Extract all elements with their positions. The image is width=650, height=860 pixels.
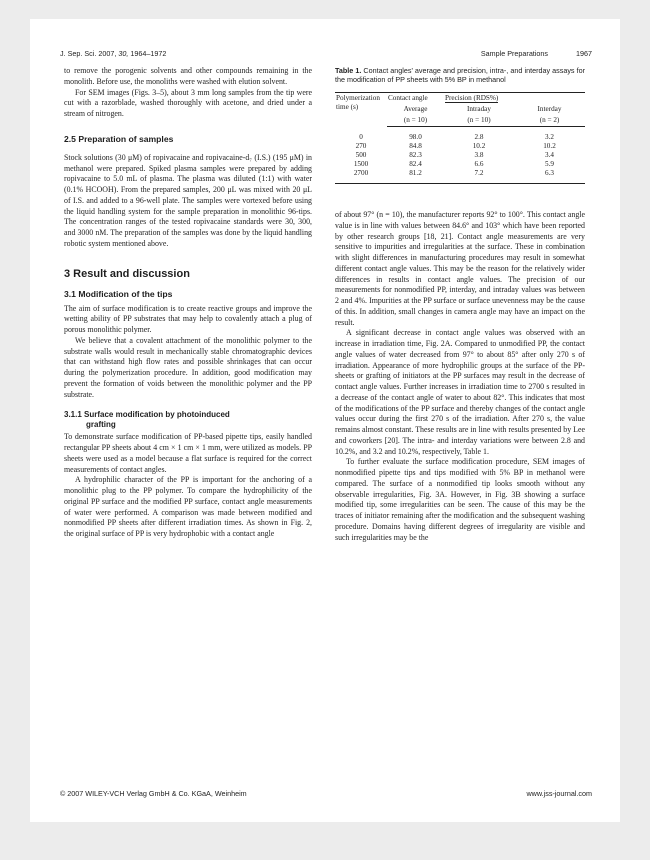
column-subheader: (n = 10) [444, 115, 514, 127]
section-name: Sample Preparations [480, 49, 548, 58]
table-cell: 2700 [335, 169, 387, 184]
table-row [335, 160, 585, 169]
journal-url[interactable]: www.jss-journal.com [526, 789, 592, 798]
column-header [444, 93, 585, 105]
table-cell: 5.9 [545, 160, 554, 168]
column-subheader: (n = 2) [514, 115, 585, 127]
table-cell: 7.2 [444, 169, 514, 184]
column-header: Interday [537, 105, 562, 113]
section-heading-2-5: 2.5 Preparation of samples [64, 133, 174, 144]
table-cell: 2.8 [474, 133, 484, 141]
table-cell: 1500 [353, 160, 369, 168]
table-row [335, 127, 585, 143]
table-cell: 6.6 [474, 160, 484, 168]
paragraph: A significant decrease in contact angle values was observed with an increase in irradiation time, Fig. 2A. Compared to unmodified PP, the contact angle values of water decreased from 97° to about 85° after only 270 s of irradiation. Appearance of more hydrophilic groups at the surface of the PP-sheets or grafting of initiators at the PP surfaces may result in the decrease of contact angle values. Further increases in irradiation time to 2700 s resulted in a decrease of the contact angle of water to about 82°. This indicates that most of the modifications of the PP surface and thereby changes of the contact angle values occur during the first 270 s of the irradiation. After 270 s, the value remains almost constant. These results are in line with results presented by Lee and coworkers [20]. The intra- and interday variations were between 2.8 and 10.2%, and 3.2 and 10.2%, respectively, Table 1. [335, 328, 585, 456]
table-cell: 81.2 [387, 169, 444, 184]
column-header: Polymerization time (s) [335, 93, 387, 127]
left-column [64, 66, 312, 540]
paragraph: For SEM images (Figs. 3–5), about 3 mm long samples from the tip were cut with a razorblade, washed thoroughly with acetone, and dried under a stream of nitrogen. [64, 87, 312, 118]
page-footer [60, 789, 592, 798]
section-heading-3-1: 3.1 Modification of the tips [64, 288, 173, 299]
table-caption-text: Contact angles' average and precision, intra-, and interday assays for the modification of PP sheets with 5% BP in methanol [335, 66, 585, 84]
heading-line: 3.1.1 Surface modification by photoinduced [64, 410, 230, 420]
paragraph: A hydrophilic character of the PP is important for the anchoring of a monolithic plug to the PP polymer. To compare the hydrophilicity of the original PP surface and the modified PP surface, contact angle measurements of water were performed. A comparison was made between modified and nonmodified PP sheets after different irradiation times. As shown in Fig. 2, the original surface of PP is very hydrophobic with a contact angle [64, 475, 312, 538]
table-row [335, 151, 585, 160]
paragraph: We believe that a covalent attachment of the monolithic polymer to the substrate walls would result in mechanically stable chromatographic devices that can withstand high flow rates and possible shrinkages that can occur during the polymerization procedure. In addition, good modification may prevent the formation of voids between the monolithic polymer and the PP substrate. [64, 335, 312, 399]
journal-pages: 1964–1972 [130, 49, 167, 58]
table-cell: 98.0 [409, 133, 422, 141]
table-cell: 6.3 [514, 169, 585, 184]
paragraph: To further evaluate the surface modification procedure, SEM images of nonmodified pipette tips and tips modified with 5% BP in methanol were compared. The surface of a nonmodified tip looks smooth without any observable irregularities, Fig. 3A. However, in Fig. 3B showing a surface modified tip, some irregularities can be seen. The cause of this may be the traces of initiator remaining after the modification and the subsequent washing procedure. Domains having different degrees of irregularity are visible and such irregularities may be the [335, 457, 585, 542]
paragraph: of about 97° (n = 10), the manufacturer reports 92° to 100°. This contact angle value is in line with values between 84.6° and 103° which have been reported by other research groups [18, 21]. Contact angle measurements are very sensitive to impurities and irregularities at the surface. These in combination with slight differences in manufacturing procedures may result in somewhat different contact angle values. This may be the reason for the relatively wider differences in results in contact angle values. The precision of our measurements for nonmodified PP, interday, and intraday values was between 2 and 4%. Impurities at the PP surface or surface unevenness may be the cause of this. In addition, small changes in camera angle may have an impact on the result. [335, 210, 585, 327]
copyright-text: © 2007 WILEY-VCH Verlag GmbH & Co. KGaA, Weinheim [60, 789, 247, 798]
table-caption [335, 66, 585, 84]
paragraph: to remove the porogenic solvents and other compounds remaining in the monolith. Before use, the monoliths were washed with elution solvent. [64, 66, 312, 86]
paragraph: To demonstrate surface modification of PP-based pipette tips, easily handled rectangular PP sheets about 4 cm × 1 cm × 1 mm, were utilized as models. PP sheets were used as a model because a flat surface is required for the correct measurements of contact angles. [64, 432, 312, 474]
column-subheader: (n = 10) [387, 115, 444, 127]
table-cell: 84.8 [409, 142, 422, 150]
running-header [60, 49, 592, 58]
table-cell: 3.2 [545, 133, 554, 141]
heading-line: grafting [86, 420, 116, 430]
journal-year: 2007, [98, 49, 117, 58]
table-cell: 3.4 [545, 151, 554, 159]
paper-page [30, 19, 620, 822]
section-heading-3-1-1 [64, 410, 312, 430]
journal-name: J. Sep. Sci. [60, 49, 97, 58]
precision-header: Precision (RDS%) [445, 94, 499, 102]
section-heading-3: 3 Result and discussion [64, 267, 190, 280]
column-header: Intraday [467, 105, 491, 113]
table-cell: 3.8 [474, 151, 484, 159]
table-row [335, 142, 585, 151]
page-number: 1967 [576, 49, 592, 58]
data-table [335, 92, 585, 184]
journal-volume: 30, [118, 49, 129, 58]
table-row [335, 169, 585, 184]
paragraph: The aim of surface modification is to create reactive groups and improve the wetting ability of PP substrates that may help to covalently attach a plug of porous monolithic polymer. [64, 303, 312, 334]
column-header: Average [403, 105, 428, 113]
table-cell: 10.2 [543, 142, 556, 150]
table-cell: 82.4 [409, 160, 422, 168]
table-label: Table 1. [335, 66, 362, 75]
right-column [335, 66, 585, 543]
table-cell: 10.2 [472, 142, 486, 150]
table-cell: 270 [355, 142, 367, 150]
table-cell: 500 [355, 151, 367, 159]
paragraph: Stock solutions (30 μM) of ropivacaine and ropivacaine-d₇ (I.S.) (195 μM) in methanol were prepared. Spiked plasma samples were prepared by adding ropivacaine to 5.0 mL of plasma. The plasma was diluted (1:1) with water (0.1% HCOOH). From the prepared samples, 200 μL was mixed with 20 μL of I.S. and added to a 96-well plate. The samples were vortexed before using the liquid handling system for the sample preparation in monolithic 96-tips. The concentration ranges of the tested ropivacaine standards were 30, 300, and 3000 nM. The preparation of the samples was done by the liquid handling robotic system mentioned above. [64, 152, 312, 248]
table-cell: 82.3 [409, 151, 422, 159]
column-header: Contact angle [387, 93, 444, 105]
journal-citation [60, 49, 166, 58]
table-cell: 0 [359, 132, 363, 141]
